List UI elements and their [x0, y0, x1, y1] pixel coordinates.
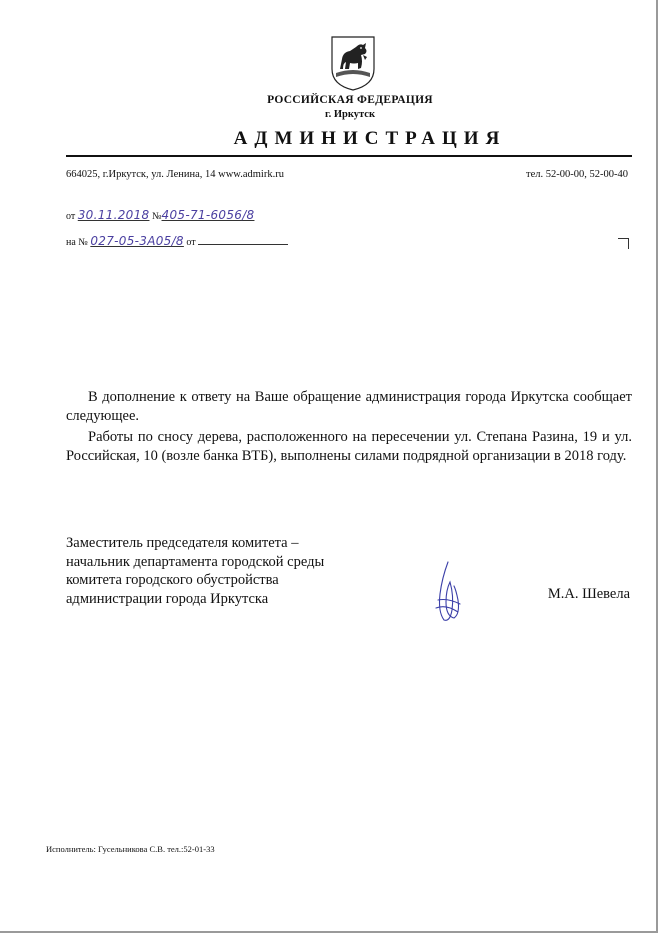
irkutsk-coat-of-arms-icon	[330, 35, 376, 91]
body-paragraph-2: Работы по сносу дерева, расположенного на пересечении ул. Степана Разина, 19 и ул. Российская, 10 (возле банка ВТБ), выполнены силами подрядной организации в 2018 году.	[66, 429, 632, 464]
phone-line: тел. 52-00-00, 52-00-40	[526, 169, 628, 180]
reply-date-blank	[198, 235, 288, 245]
address-line: 664025, г.Иркутск, ул. Ленина, 14 www.admirk.ru	[66, 169, 284, 180]
reply-from-label: от	[186, 237, 196, 248]
city-heading: г. Иркутск	[325, 109, 375, 120]
signatory-line-1: Заместитель председателя комитета –	[66, 535, 299, 551]
letter-date: 30.11.2018	[77, 208, 150, 222]
letter-body	[66, 388, 632, 468]
signatory-line-4: администрации города Иркутска	[66, 590, 269, 607]
signatory-name: М.А. Шевела	[547, 586, 630, 602]
signatory-position	[66, 534, 324, 608]
signatory-line-3: комитета городского обустройства	[66, 572, 279, 588]
administration-title: АДМИНИСТРАЦИЯ	[233, 128, 507, 149]
executor-line: Исполнитель: Гусельникова С.В. тел.:52-01-33	[46, 844, 215, 854]
incoming-reference	[66, 234, 288, 248]
number-label: №	[151, 211, 162, 222]
header-divider	[66, 155, 632, 157]
reply-number: 027-05-3А05/8	[90, 234, 184, 248]
reply-label: на №	[66, 237, 88, 248]
address-block-corner	[618, 238, 629, 249]
body-paragraph-1: В дополнение к ответу на Ваше обращение администрация города Иркутска сообщает следующее.	[66, 389, 632, 424]
signatory-line-2: начальник департамента городской среды	[66, 553, 325, 570]
letter-number: 405-71-6056/8	[161, 208, 255, 222]
outgoing-reference	[66, 208, 254, 222]
handwritten-signature-icon	[428, 560, 468, 624]
from-label: от	[66, 211, 76, 222]
country-heading: РОССИЙСКАЯ ФЕДЕРАЦИЯ	[267, 94, 433, 106]
